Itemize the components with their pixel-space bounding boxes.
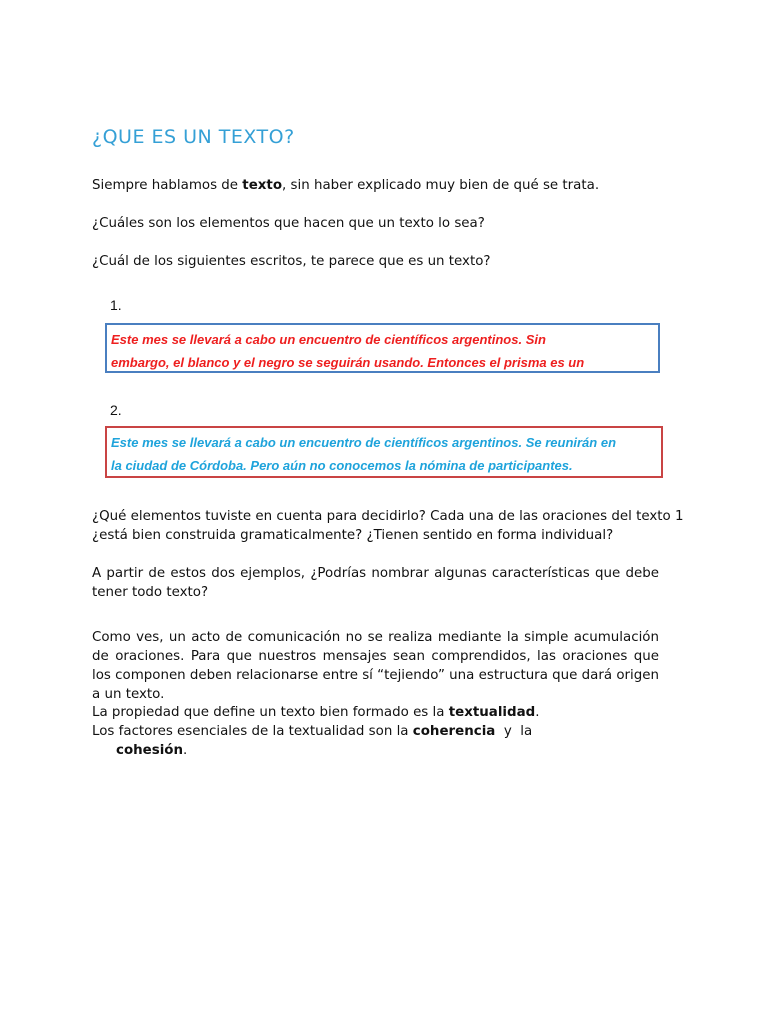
property-text-end: . [535,705,540,720]
property-bold-text: textualidad [448,705,536,720]
factors-line-2 [92,741,187,760]
factors-bold-coherencia: coherencia [412,724,496,739]
question-2-line-1: A partir de estos dos ejemplos, ¿Podrías nombrar algunas características que debe [92,566,659,581]
page-title: ¿QUE ES UN TEXTO? [92,126,295,148]
question-2 [92,564,659,602]
factors-text-end: . [183,743,188,758]
question-2-line-2: tener todo texto? [92,585,209,600]
example-1-number: 1. [110,297,122,313]
intro-text: Siempre hablamos de [92,178,243,193]
conclusion-paragraph: Como ves, un acto de comunicación no se realiza mediante la simple acumulación de oraciones. Para que nuestros mensajes sean comprendidos, las oraciones que los componen deben relacionarse entre sí “tejiendo” una estructura que dará origen a un texto. [92,630,659,702]
intro-text-end: , sin haber explicado muy bien de qué se trata. [282,178,600,193]
intro-bold-text: texto [242,178,283,193]
example-2-number: 2. [110,402,122,418]
question-1-line-2: ¿está bien construida gramaticalmente? ¿Tienen sentido en forma individual? [92,528,614,543]
intro-line-2: ¿Cuáles son los elementos que hacen que un texto lo sea? [92,216,485,231]
example-1-line-1: Este mes se llevará a cabo un encuentro de científicos argentinos. Sin [111,332,546,347]
intro-line-3: ¿Cuál de los siguientes escritos, te parece que es un texto? [92,254,491,269]
factors-text-mid: y la [495,724,533,739]
question-1-line-1: ¿Qué elementos tuviste en cuenta para decidirlo? Cada una de las oraciones del texto 1 [92,509,684,524]
example-1-box [105,323,660,373]
example-2-line-1: Este mes se llevará a cabo un encuentro de científicos argentinos. Se reunirán en [111,435,617,450]
factors-line [92,722,532,741]
example-1-line-2: embargo, el blanco y el negro se seguirán usando. Entonces el prisma es un [111,355,585,370]
factors-text: Los factores esenciales de la textualidad son la [92,724,413,739]
example-2-line-2: la ciudad de Córdoba. Pero aún no conocemos la nómina de participantes. [111,458,573,473]
property-text: La propiedad que define un texto bien formado es la [92,705,449,720]
factors-bold-cohesion: cohesión [116,743,184,758]
intro-line-1 [92,176,599,195]
example-2-box [105,426,663,478]
property-line [92,703,539,722]
